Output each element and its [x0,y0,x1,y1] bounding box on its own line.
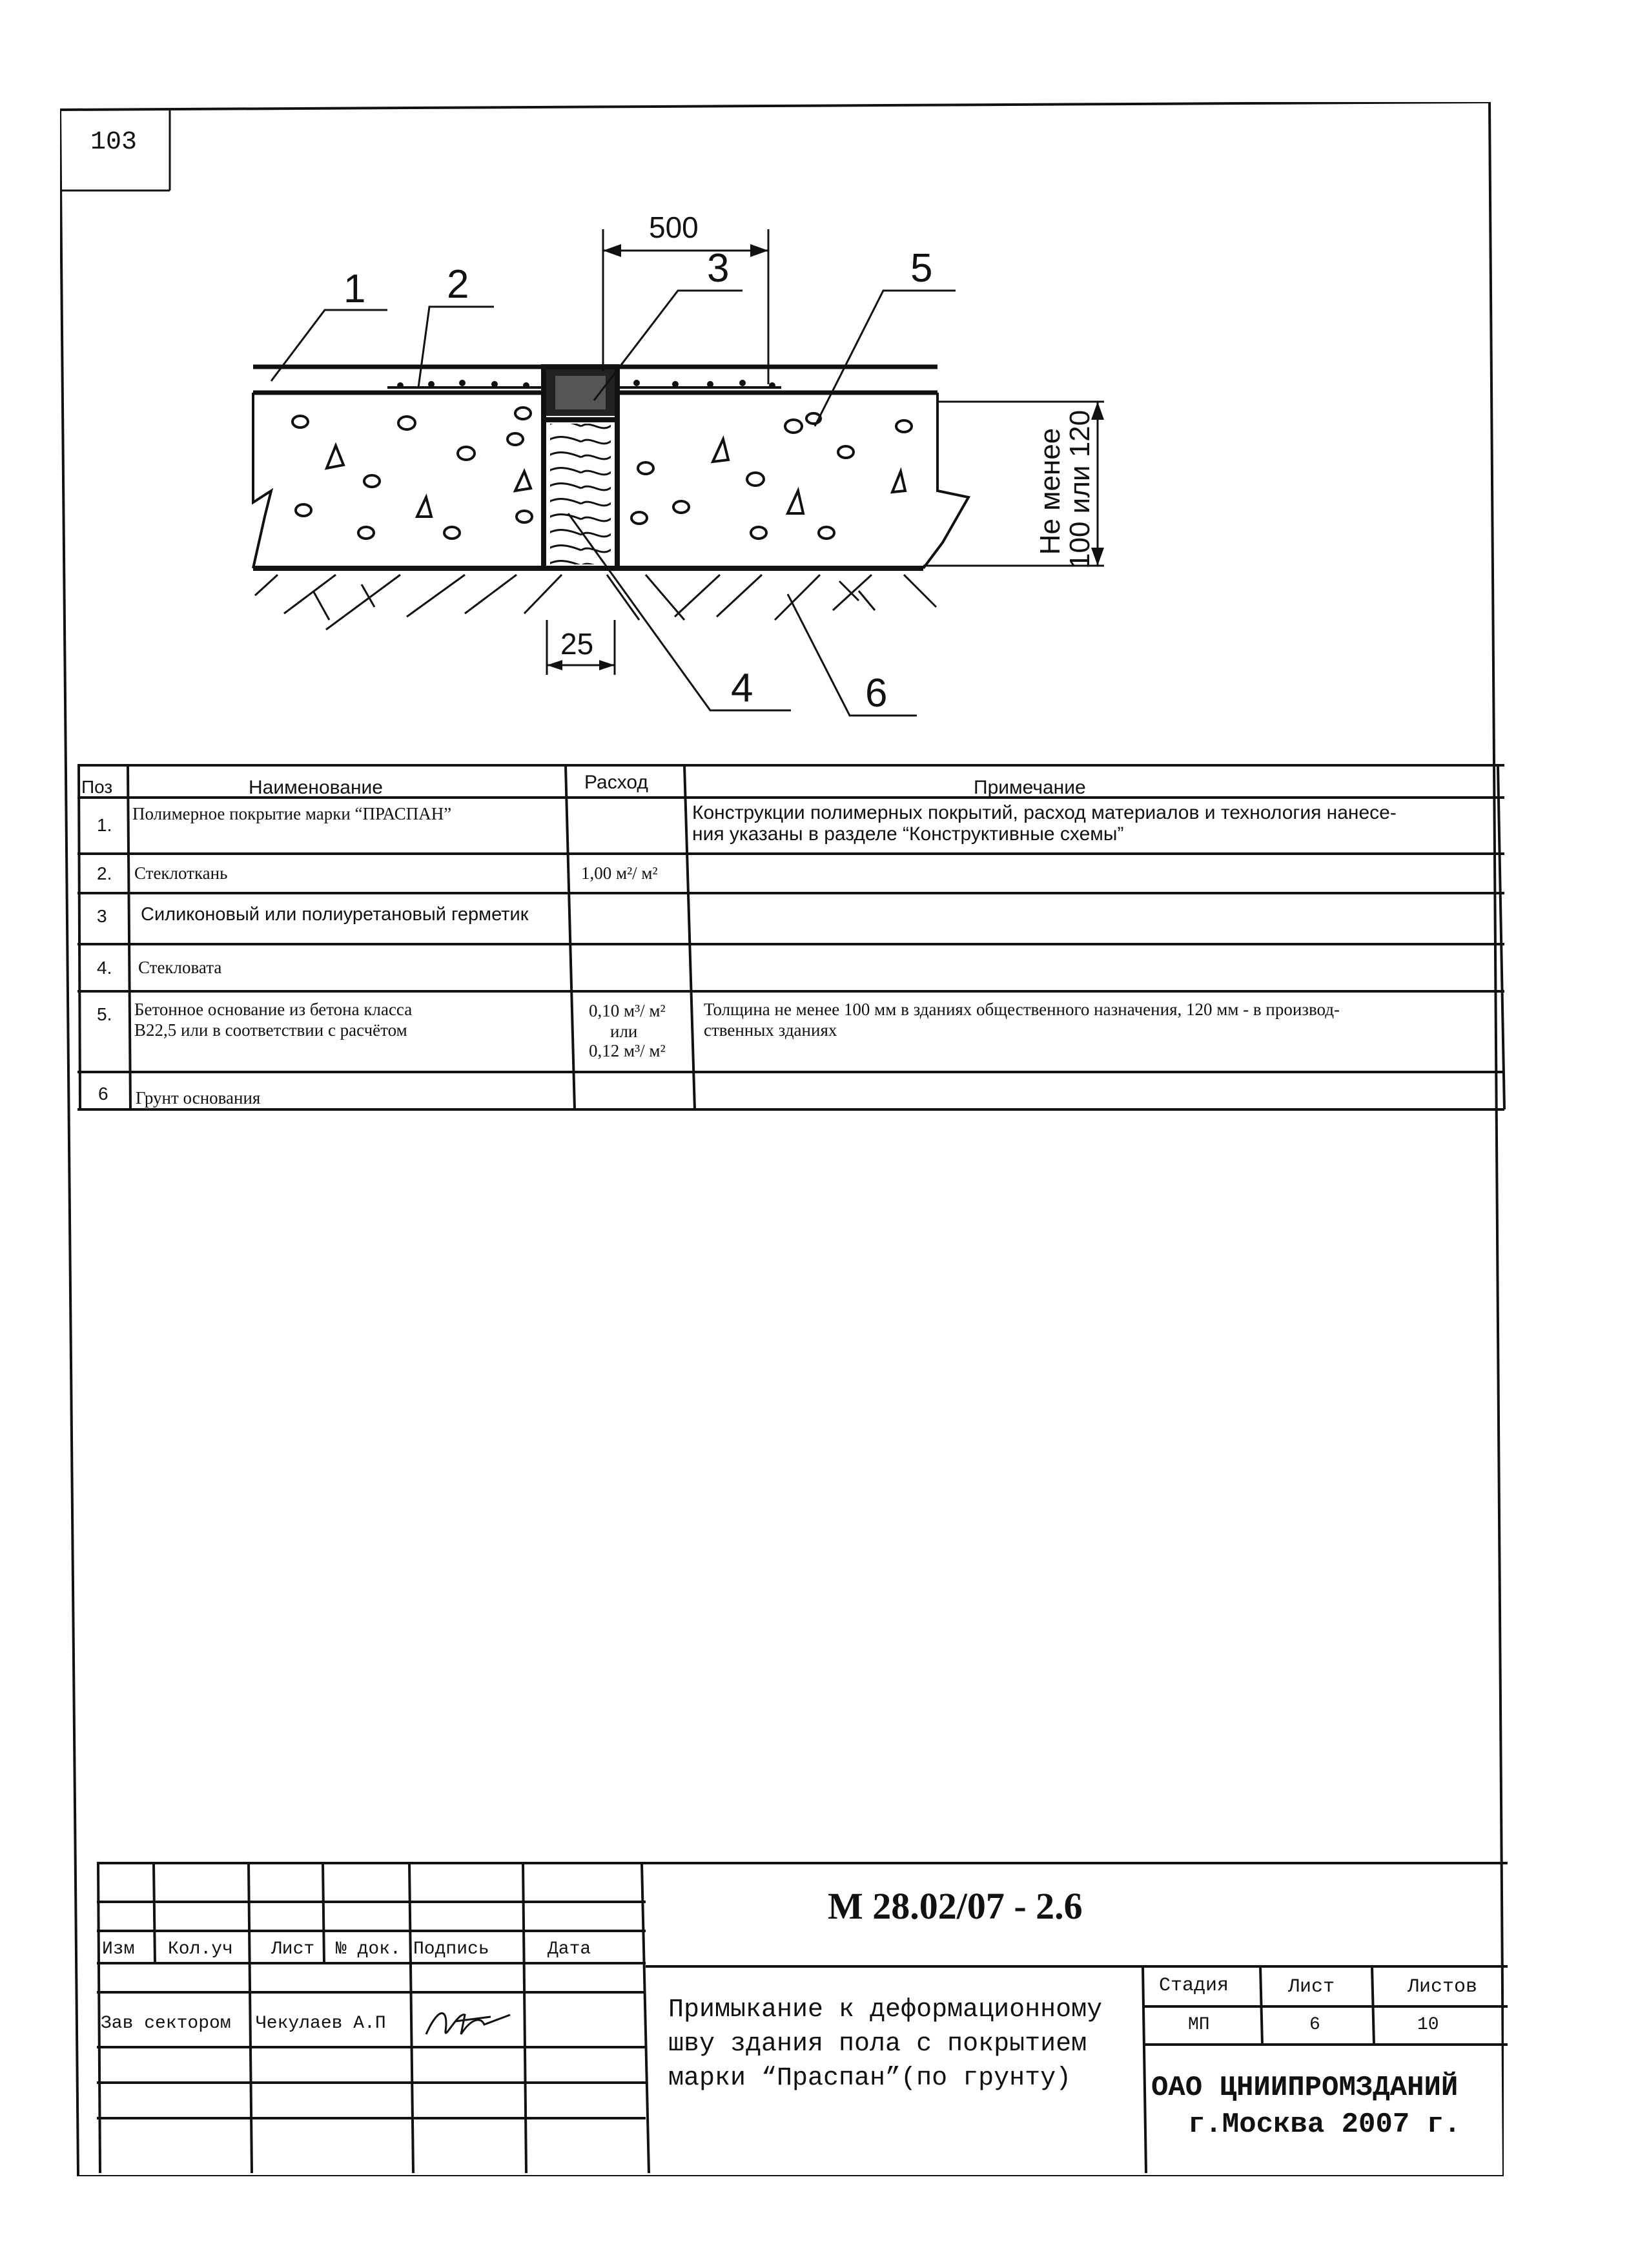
sheet-label: Лист [1288,1976,1335,1998]
title-line1: Примыкание к деформационному [668,1995,1103,2025]
col-header-note: Примечание [974,777,1086,798]
organization-name: ОАО ЦНИИПРОМЗДАНИЙ [1151,2072,1459,2104]
row5-name-line1: Бетонное основание из бетона класса [134,1000,413,1019]
row5-pos: 5. [97,1004,112,1024]
row6-name: Грунт основания [136,1088,261,1108]
sheets-value: 10 [1417,2015,1439,2035]
row1-pos: 1. [97,815,112,835]
person-name: Чекулаев А.П [256,2014,386,2034]
row2-usage: 1,00 м²/ м² [581,863,658,883]
row4-name: Стекловата [138,958,222,977]
row1-name: Полимерное покрытие марки “ПРАСПАН” [132,804,452,823]
row3-pos: 3 [97,906,107,926]
document-code: М 28.02/07 - 2.6 [828,1885,1083,1927]
col-izm: Изм [102,1939,135,1959]
col-list: Лист [271,1939,315,1959]
row1-note-line1: Конструкции полимерных покрытий, расход материалов и технология нанесе- [692,802,1397,823]
col-kol-uch: Кол.уч [168,1939,233,1959]
col-date: Дата [548,1939,591,1959]
row5-usage-line2: или [610,1022,638,1041]
row2-pos: 2. [97,863,112,883]
row5-usage-line3: 0,12 м³/ м² [589,1041,666,1060]
row4-pos: 4. [97,958,112,978]
page-number: 103 [90,128,138,157]
organization-city-year: г.Москва 2007 г. [1188,2108,1461,2141]
col-header-name: Наименование [249,777,383,798]
dimension-bottom: 25 [560,627,594,661]
callout-5: 5 [910,246,933,291]
col-doc-no: № док. [336,1939,401,1959]
role-label: Зав сектором [101,2014,231,2034]
callout-4: 4 [731,666,753,710]
title-line3: марки “Праспан”(по грунту) [668,2064,1072,2093]
row5-note-line1: Толщина не менее 100 мм в зданиях общественного назначения, 120 мм - в производ- [704,1000,1340,1019]
title-line2: шву здания пола с покрытием [668,2030,1087,2059]
row3-name: Силиконовый или полиуретановый герметик [141,904,529,925]
stage-value: МП [1188,2015,1210,2035]
col-signature: Подпись [413,1939,489,1959]
stage-label: Стадия [1159,1975,1229,1997]
col-header-usage: Расход [584,772,648,793]
side-dimension-line1: Не менее [1034,428,1066,555]
row1-note-line2: ния указаны в разделе “Конструктивные схемы” [692,823,1124,845]
callout-1: 1 [343,267,366,311]
row6-pos: 6 [98,1084,108,1104]
dimension-top: 500 [649,211,699,244]
row5-note-line2: ственных зданиях [704,1020,837,1040]
col-header-pos: Поз [81,777,113,797]
callout-2: 2 [447,262,469,307]
sheet-value: 6 [1309,2015,1320,2035]
callout-3: 3 [707,246,730,291]
side-dimension-line2: 100 или 120 [1064,409,1096,569]
signature-mark [420,1999,517,2044]
sheets-label: Листов [1408,1976,1478,1998]
row2-name: Стеклоткань [134,863,228,883]
callout-6: 6 [865,671,888,716]
row5-usage-line1: 0,10 м³/ м² [589,1001,666,1020]
row5-name-line2: В22,5 или в соответствии с расчётом [134,1020,407,1040]
